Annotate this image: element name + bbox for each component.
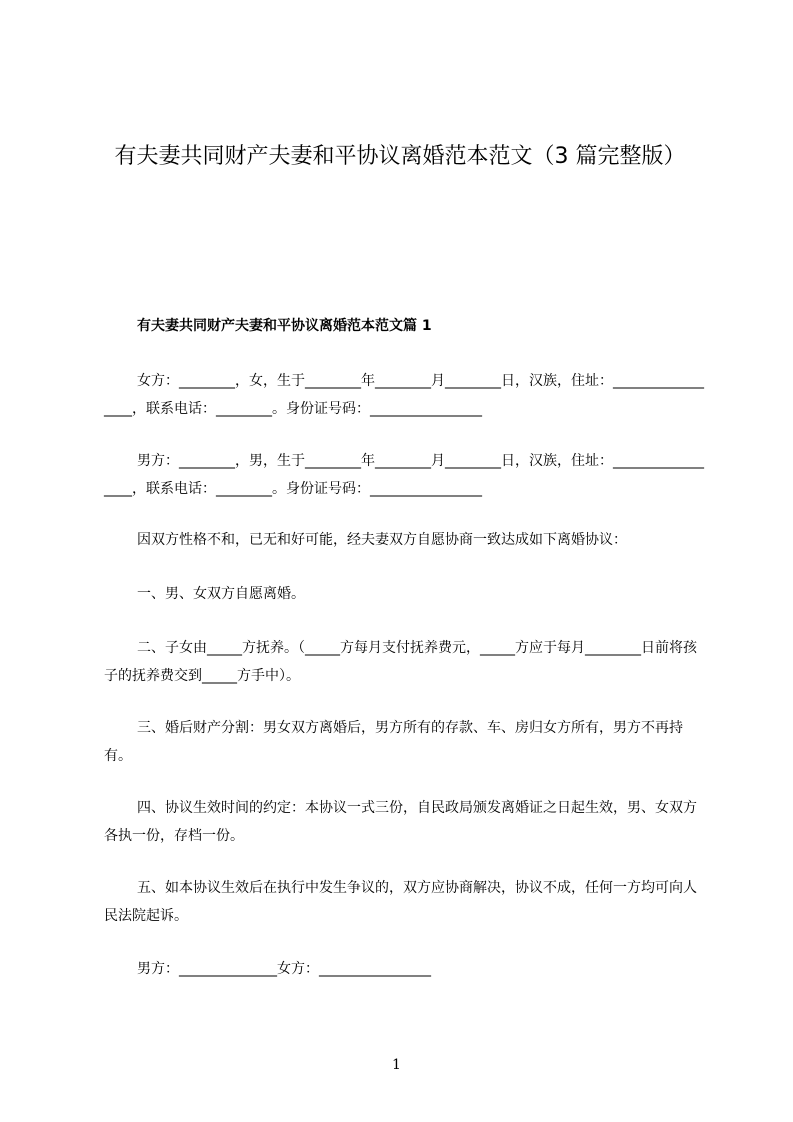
paragraph-clause-4: 四、协议生效时间的约定：本协议一式三份，自民政局颁发离婚证之日起生效，男、女双方各执一份，存档一份。 <box>104 800 697 844</box>
page-number: 1 <box>392 1057 401 1073</box>
paragraph-female-party: 女方：________，女，生于________年________月________日，汉族，住址：_________________，联系电话：________。身份证号码：________________ <box>104 373 704 417</box>
paragraph-clause-2: 二、子女由_____方抚养。（_____方每月支付抚养费元，_____方应于每月________日前将孩子的抚养费交到_____方手中）。 <box>104 640 697 684</box>
paragraph-clause-1: 一、男、女双方自愿离婚。 <box>137 586 305 602</box>
document-title: 有夫妻共同财产夫妻和平协议离婚范本范文（3 篇完整版） <box>114 144 686 169</box>
paragraph-signatures: 男方：______________女方：________________ <box>137 961 431 977</box>
section-heading: 有夫妻共同财产夫妻和平协议离婚范本范文篇 1 <box>137 318 432 334</box>
paragraph-male-party: 男方：________，男，生于________年________月________日，汉族，住址：_________________，联系电话：________。身份证号码：________________ <box>104 453 704 497</box>
paragraph-clause-5: 五、如本协议生效后在执行中发生争议的，双方应协商解决，协议不成，任何一方均可向人民法院起诉。 <box>104 880 697 924</box>
paragraph-intro: 因双方性格不和，已无和好可能，经夫妻双方自愿协商一致达成如下离婚协议： <box>137 532 627 548</box>
paragraph-clause-3: 三、婚后财产分割：男女双方离婚后，男方所有的存款、车、房归女方所有，男方不再持有。 <box>104 720 683 764</box>
